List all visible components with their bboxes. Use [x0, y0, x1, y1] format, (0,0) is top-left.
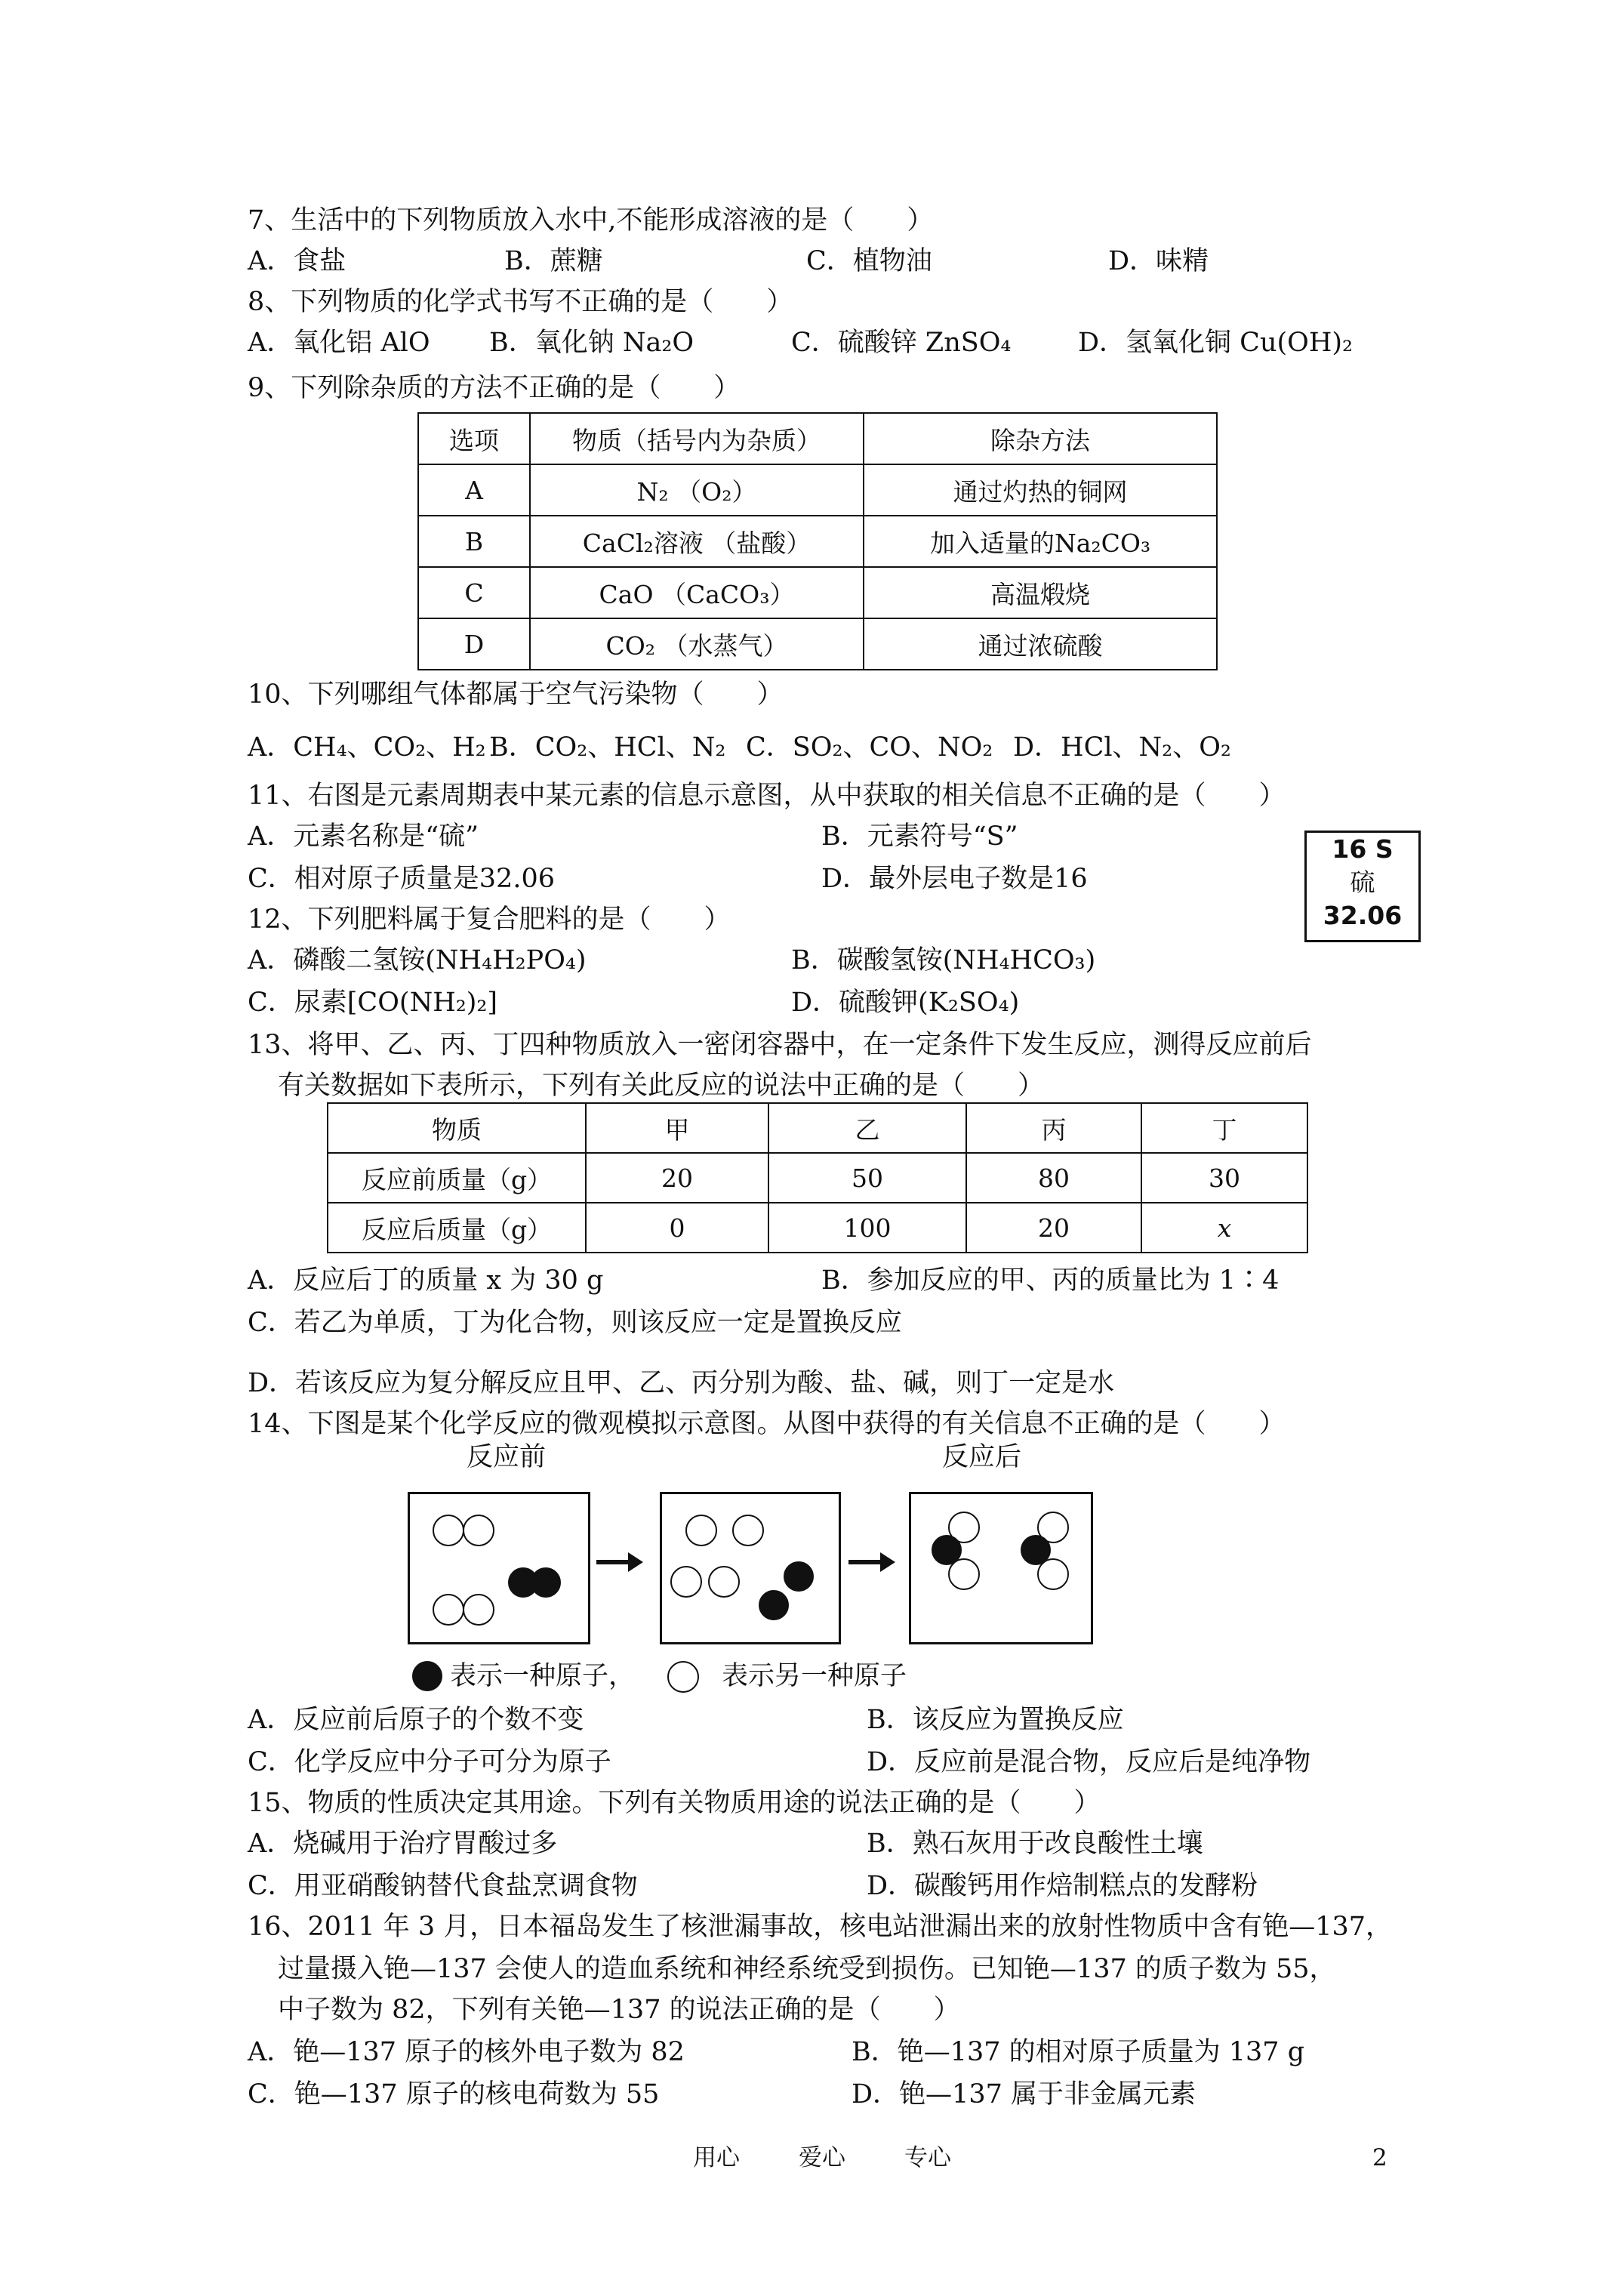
q15-option-d: D．碳酸钙用作焙制糕点的发酵粉 — [867, 1871, 1258, 1901]
q13-table — [327, 1102, 1308, 1253]
table-cell: 80 — [966, 1153, 1141, 1203]
q14-stem: 14、下图是某个化学反应的微观模拟示意图。从图中获得的有关信息不正确的是（ ） — [248, 1409, 1286, 1439]
legend-black-text: 表示一种原子， — [450, 1661, 636, 1691]
q13-stem-line1: 13、将甲、乙、丙、丁四种物质放入一密闭容器中，在一定条件下发生反应，测得反应前后 — [248, 1030, 1312, 1060]
q15-option-c: C．用亚硝酸钠替代食盐烹调食物 — [248, 1871, 638, 1901]
q8-option-b: B．氧化钠 Na₂O — [489, 328, 694, 358]
q10-option-a: A．CH₄、CO₂、H₂ — [248, 732, 486, 763]
q11-option-d: D．最外层电子数是16 — [821, 864, 1088, 894]
q16-option-b: B．铯—137 的相对原子质量为 137 g — [852, 2037, 1305, 2067]
frame-before — [408, 1492, 590, 1644]
table-cell: 20 — [586, 1153, 768, 1203]
table-row — [418, 464, 1217, 516]
q13-option-b: B．参加反应的甲、丙的质量比为 1∶4 — [821, 1265, 1280, 1296]
q13-stem-line2: 有关数据如下表所示，下列有关此反应的说法中正确的是（ ） — [278, 1071, 1045, 1101]
q10-option-d: D．HCl、N₂、O₂ — [1013, 732, 1231, 763]
element-number-symbol: 16 S — [1332, 834, 1394, 864]
q7-stem: 7、生活中的下列物质放入水中,不能形成溶液的是（ ） — [248, 205, 934, 236]
q13-option-c: C．若乙为单质，丁为化合物，则该反应一定是置换反应 — [248, 1308, 902, 1338]
q11-option-b: B．元素符号“S” — [821, 821, 1018, 852]
q15-option-b: B．熟石灰用于改良酸性土壤 — [867, 1829, 1203, 1859]
table-cell: 20 — [966, 1203, 1141, 1253]
white-atom — [670, 1566, 702, 1598]
table-cell: CaCl₂溶液 （盐酸） — [530, 516, 864, 567]
q14-option-a: A．反应前后原子的个数不变 — [248, 1705, 584, 1735]
q16-stem-line3: 中子数为 82，下列有关铯—137 的说法正确的是（ ） — [278, 1995, 960, 2025]
table-cell: 通过灼热的铜网 — [864, 464, 1217, 516]
footer-text-3: 专心 — [904, 2144, 951, 2171]
table-header: 丁 — [1141, 1103, 1307, 1153]
q10-option-b: B．CO₂、HCl、N₂ — [489, 732, 726, 763]
q10-stem: 10、下列哪组气体都属于空气污染物（ ） — [248, 680, 784, 710]
table-cell: 反应前质量（g） — [328, 1153, 586, 1203]
table-row — [328, 1153, 1307, 1203]
table-cell: 反应后质量（g） — [328, 1203, 586, 1253]
q8-option-a: A．氧化铝 AlO — [248, 328, 430, 358]
element-mass: 32.06 — [1323, 901, 1403, 930]
table-cell: 加入适量的Na₂CO₃ — [864, 516, 1217, 567]
table-cell: 通过浓硫酸 — [864, 618, 1217, 670]
table-header: 乙 — [768, 1103, 966, 1153]
q8-stem: 8、下列物质的化学式书写不正确的是（ ） — [248, 287, 793, 317]
q16-option-d: D．铯—137 属于非金属元素 — [852, 2079, 1196, 2110]
legend-black-atom-icon — [412, 1661, 442, 1691]
q13-header-substance: 物质 — [328, 1103, 586, 1153]
table-cell: 0 — [586, 1203, 768, 1253]
element-info-box — [1304, 831, 1421, 942]
table-cell: CaO （CaCO₃） — [530, 567, 864, 618]
table-cell: 30 — [1141, 1153, 1307, 1203]
white-atom — [463, 1594, 494, 1626]
q12-option-d: D．硫酸钾(K₂SO₄) — [791, 988, 1020, 1018]
q14-label-before: 反应前 — [467, 1442, 547, 1472]
q8-option-c: C．硫酸锌 ZnSO₄ — [791, 328, 1012, 358]
q12-stem: 12、下列肥料属于复合肥料的是（ ） — [248, 905, 731, 935]
footer-text-2: 爱心 — [799, 2144, 845, 2171]
footer-text-1: 用心 — [693, 2144, 740, 2171]
white-atom — [433, 1594, 464, 1626]
q7-option-a: A．食盐 — [248, 246, 346, 276]
arrow-icon — [596, 1560, 630, 1564]
element-name: 硫 — [1350, 868, 1375, 897]
q16-option-c: C．铯—137 原子的核电荷数为 55 — [248, 2079, 660, 2110]
q16-stem-line2: 过量摄入铯—137 会使人的造血系统和神经系统受到损伤。已知铯—137 的质子数为 55， — [278, 1954, 1336, 1984]
table-header: 丙 — [966, 1103, 1141, 1153]
q8-option-d: D．氢氧化铜 Cu(OH)₂ — [1078, 328, 1354, 358]
q14-option-b: B．该反应为置换反应 — [867, 1705, 1124, 1735]
black-atom — [784, 1561, 814, 1592]
white-atom — [732, 1515, 764, 1546]
arrow-icon — [848, 1560, 882, 1564]
table-cell: 50 — [768, 1153, 966, 1203]
white-atom — [948, 1558, 980, 1590]
q13-option-a: A．反应后丁的质量 x 为 30 g — [248, 1265, 604, 1296]
table-cell: 100 — [768, 1203, 966, 1253]
white-atom — [433, 1515, 464, 1546]
legend-white-text: 表示另一种原子 — [722, 1661, 907, 1691]
white-atom — [1037, 1558, 1069, 1590]
table-row — [418, 567, 1217, 618]
table-cell: x — [1141, 1203, 1307, 1253]
table-cell: D — [418, 618, 530, 670]
q9-header-substance: 物质（括号内为杂质） — [530, 413, 864, 464]
table-row — [418, 618, 1217, 670]
q7-option-c: C．植物油 — [806, 246, 932, 276]
table-cell: C — [418, 567, 530, 618]
table-cell: N₂ （O₂） — [530, 464, 864, 516]
q14-option-d: D．反应前是混合物，反应后是纯净物 — [867, 1747, 1311, 1777]
q12-option-a: A．磷酸二氢铵(NH₄H₂PO₄) — [248, 945, 587, 975]
page-number: 2 — [1372, 2144, 1387, 2171]
table-row — [328, 1203, 1307, 1253]
table-cell: CO₂ （水蒸气） — [530, 618, 864, 670]
q11-option-a: A．元素名称是“硫” — [248, 821, 479, 852]
q14-option-c: C．化学反应中分子可分为原子 — [248, 1747, 611, 1777]
q9-header-option: 选项 — [418, 413, 530, 464]
table-cell: 高温煅烧 — [864, 567, 1217, 618]
q12-option-c: C．尿素[CO(NH₂)₂] — [248, 988, 498, 1018]
table-header: 甲 — [586, 1103, 768, 1153]
q9-stem: 9、下列除杂质的方法不正确的是（ ） — [248, 373, 741, 403]
q13-option-d: D．若该反应为复分解反应且甲、乙、丙分别为酸、盐、碱，则丁一定是水 — [248, 1368, 1115, 1398]
q11-option-c: C．相对原子质量是32.06 — [248, 864, 555, 894]
q7-option-b: B．蔗糖 — [504, 246, 603, 276]
q16-stem-line1: 16、2011 年 3 月，日本福岛发生了核泄漏事故，核电站泄漏出来的放射性物质中含有铯—137， — [248, 1912, 1393, 1942]
q12-option-b: B．碳酸氢铵(NH₄HCO₃) — [791, 945, 1096, 975]
q15-option-a: A．烧碱用于治疗胃酸过多 — [248, 1829, 558, 1859]
table-cell: A — [418, 464, 530, 516]
table-row — [418, 516, 1217, 567]
table-cell: B — [418, 516, 530, 567]
q16-option-a: A．铯—137 原子的核外电子数为 82 — [248, 2037, 685, 2067]
white-atom — [685, 1515, 717, 1546]
white-atom — [708, 1566, 740, 1598]
q9-table — [417, 412, 1218, 670]
black-atom — [759, 1590, 789, 1620]
white-atom — [463, 1515, 494, 1546]
q11-stem: 11、右图是元素周期表中某元素的信息示意图，从中获取的相关信息不正确的是（ ） — [248, 781, 1286, 811]
q10-option-c: C．SO₂、CO、NO₂ — [746, 732, 993, 763]
q14-label-after: 反应后 — [942, 1442, 1022, 1472]
q9-header-method: 除杂方法 — [864, 413, 1217, 464]
black-atom — [531, 1567, 561, 1598]
q7-option-d: D．味精 — [1108, 246, 1209, 276]
legend-white-atom-icon — [667, 1661, 699, 1693]
q15-stem: 15、物质的性质决定其用途。下列有关物质用途的说法正确的是（ ） — [248, 1788, 1101, 1818]
